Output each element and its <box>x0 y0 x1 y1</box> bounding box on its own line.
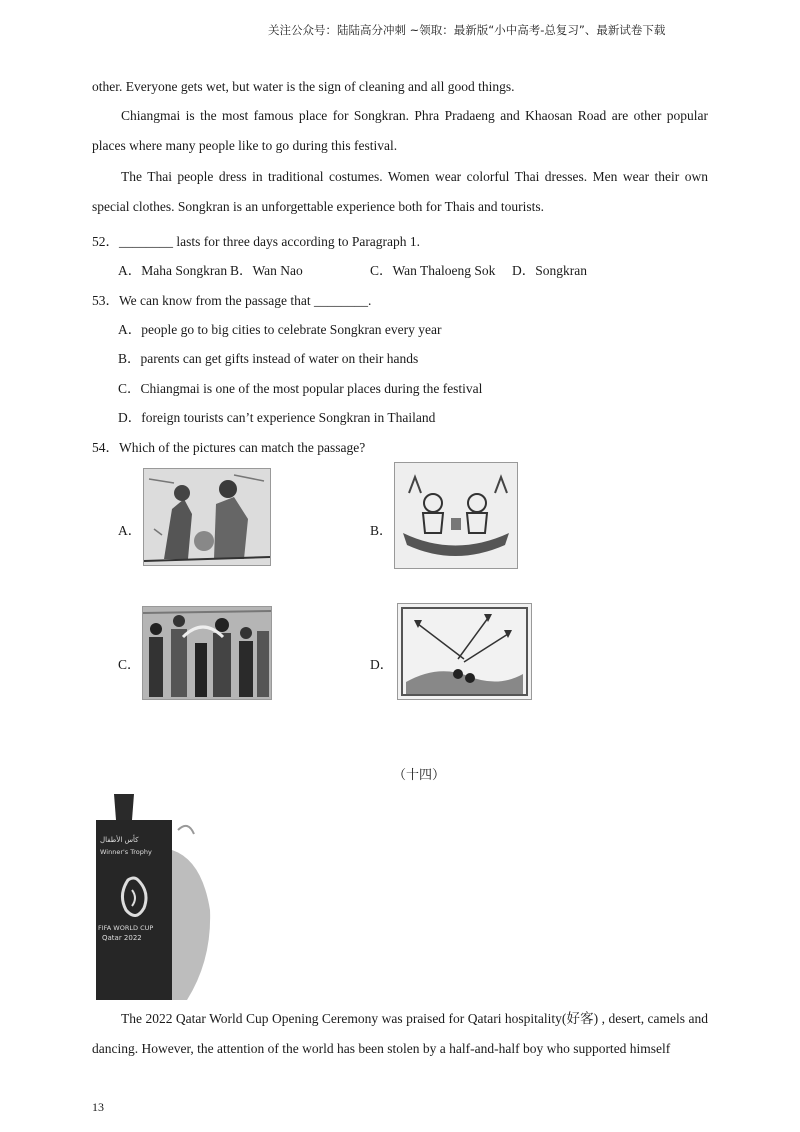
trophy-arabic-caption: كأس الأطفال <box>100 836 139 844</box>
page-number: 13 <box>92 1100 104 1114</box>
picture-a-image <box>143 468 271 566</box>
picture-label-d: D． <box>370 657 394 672</box>
passage-paragraph: Chiangmai is the most famous place for Songkran. Phra Pradaeng and Khaosan Road are other popular places where many people like to go during this festival. <box>92 108 708 153</box>
passage-paragraph: other. Everyone gets wet, but water is the sign of cleaning and all good things. <box>92 79 515 94</box>
trophy-caption: Winner's Trophy <box>100 848 152 856</box>
passage-paragraph: The Thai people dress in traditional costumes. Women wear colorful Thai dresses. Men wear their own special clothes. Songkran is an unforgettable experience both for Thais and tourists. <box>92 169 708 214</box>
question-53-stem: 53．We can know from the passage that ________. <box>92 293 372 308</box>
question-54-stem: 54．Which of the pictures can match the passage? <box>92 440 366 455</box>
picture-label-a: A． <box>118 523 142 538</box>
q53-option-a: A．people go to big cities to celebrate Songkran every year <box>118 322 442 337</box>
q52-option-c: C．Wan Thaloeng Sok <box>370 263 496 278</box>
world-cup-trophy-photo <box>92 790 217 1000</box>
passage-paragraph: The 2022 Qatar World Cup Opening Ceremony was praised for Qatari hospitality(好客) , desert, camels and dancing. However, the attention of the world has been stolen by a half-and-half boy who supported himself <box>92 1011 708 1056</box>
picture-c-image <box>142 606 272 700</box>
question-52-stem: 52．________ lasts for three days according to Paragraph 1. <box>92 234 421 249</box>
picture-label-b: B． <box>370 523 393 538</box>
trophy-brand: FIFA WORLD CUP <box>98 924 154 932</box>
q53-option-c: C．Chiangmai is one of the most popular places during the festival <box>118 381 483 396</box>
trophy-year: Qatar 2022 <box>102 934 142 942</box>
page-header: 关注公众号：陆陆高分冲刺 ~领取：最新版“小中高考-总复习”、最新试卷下载 <box>268 23 666 37</box>
q53-option-d: D．foreign tourists can’t experience Songkran in Thailand <box>118 410 436 425</box>
q52-option-b: B．Wan Nao <box>230 263 303 278</box>
picture-d-image <box>397 603 532 700</box>
picture-label-c: C． <box>118 657 141 672</box>
q52-option-a: A．Maha Songkran <box>118 263 228 278</box>
q53-option-b: B．parents can get gifts instead of water on their hands <box>118 351 419 366</box>
picture-b-image <box>394 462 518 569</box>
q52-option-d: D．Songkran <box>512 263 587 278</box>
section-title: （十四） <box>393 768 446 783</box>
